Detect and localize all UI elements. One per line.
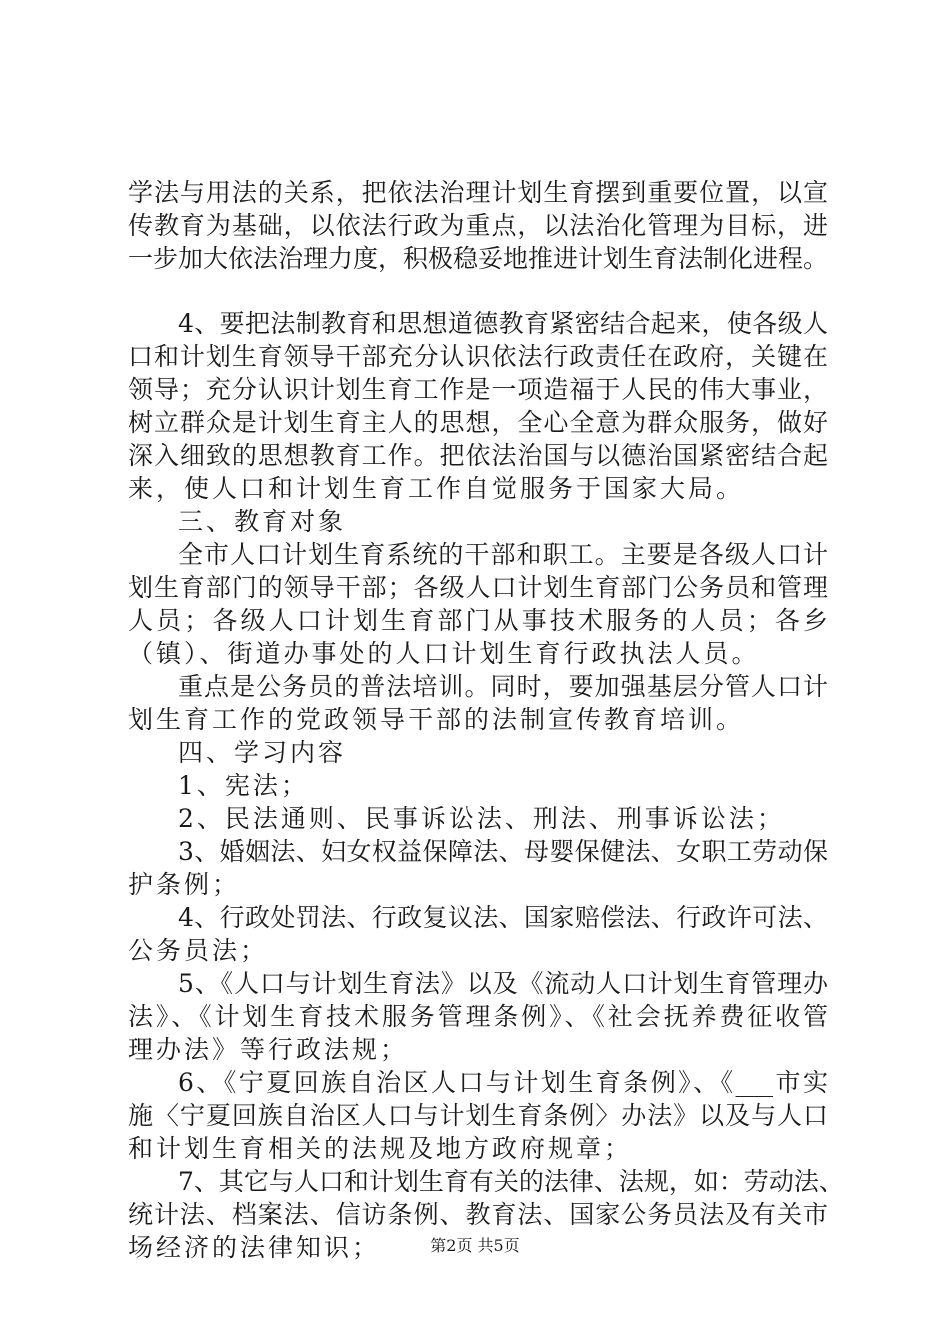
list-item: 2、民法通则、民事诉讼法、刑法、刑事诉讼法；	[178, 804, 785, 833]
text-line: 重点是公务员的普法培训。同时，要加强基层分管人口计	[178, 672, 828, 701]
text-line: 施〈宁夏回族自治区人口与计划生育条例〉办法》以及与人口	[128, 1101, 828, 1130]
list-item: 6、《宁夏回族自治区人口与计划生育条例》、《___市实	[178, 1068, 828, 1097]
text-line: 法》、《计划生育技术服务管理条例》、《社会抚养费征收管	[128, 1002, 828, 1031]
text-line: 全市人口计划生育系统的干部和职工。主要是各级人口计	[178, 540, 828, 569]
text-line: 护条例；	[128, 870, 241, 899]
text-line: 树立群众是计划生育主人的思想，全心全意为群众服务，做好	[128, 408, 828, 437]
text-line: （镇）、街道办事处的人口计划生育行政执法人员。	[128, 639, 760, 668]
list-item: 7、其它与人口和计划生育有关的法律、法规，如：劳动法、	[178, 1167, 844, 1196]
text-line: 划生育工作的党政领导干部的法制宣传教育培训。	[128, 705, 745, 734]
text-line: 来，使人口和计划生育工作自觉服务于国家大局。	[128, 474, 745, 503]
list-item: 1、宪法；	[178, 771, 309, 800]
section-heading: 三、教育对象	[178, 507, 347, 536]
text-line: 公务员法；	[128, 936, 269, 965]
document-body	[128, 176, 844, 1264]
section-heading: 四、学习内容	[178, 738, 347, 767]
text-line: 理办法》等行政法规；	[128, 1035, 409, 1064]
text-line: 口和计划生育领导干部充分认识依法行政责任在政府，关键在	[128, 342, 828, 371]
list-item: 3、婚姻法、妇女权益保障法、母婴保健法、女职工劳动保	[178, 837, 828, 866]
text-line: 领导；充分认识计划生育工作是一项造福于人民的伟大事业，	[128, 375, 828, 404]
text-line: 统计法、档案法、信访条例、教育法、国家公务员法及有关市	[128, 1200, 828, 1229]
text-line: 场经济的法律知识；	[128, 1233, 381, 1262]
text-line: 划生育部门的领导干部；各级人口计划生育部门公务员和管理	[128, 573, 828, 602]
text-line: 4、要把法制教育和思想道德教育紧密结合起来，使各级人	[178, 309, 828, 338]
text-line: 学法与用法的关系，把依法治理计划生育摆到重要位置，以宣	[128, 178, 828, 207]
text-line: 传教育为基础，以依法行政为重点，以法治化管理为目标，进	[128, 211, 828, 240]
paragraph-gap	[128, 275, 828, 307]
text-line: 深入细致的思想教育工作。把依法治国与以德治国紧密结合起	[128, 441, 828, 470]
text-line: 一步加大依法治理力度，积极稳妥地推进计划生育法制化进程。	[128, 244, 829, 273]
text-line: 和计划生育相关的法规及地方政府规章；	[128, 1134, 633, 1163]
page-number-footer: 第2页 共5页	[430, 1236, 520, 1255]
list-item: 4、行政处罚法、行政复议法、国家赔偿法、行政许可法、	[178, 903, 828, 932]
text-line: 人员；各级人口计划生育部门从事技术服务的人员；各乡	[128, 606, 828, 635]
list-item: 5、《人口与计划生育法》以及《流动人口计划生育管理办	[178, 969, 828, 998]
